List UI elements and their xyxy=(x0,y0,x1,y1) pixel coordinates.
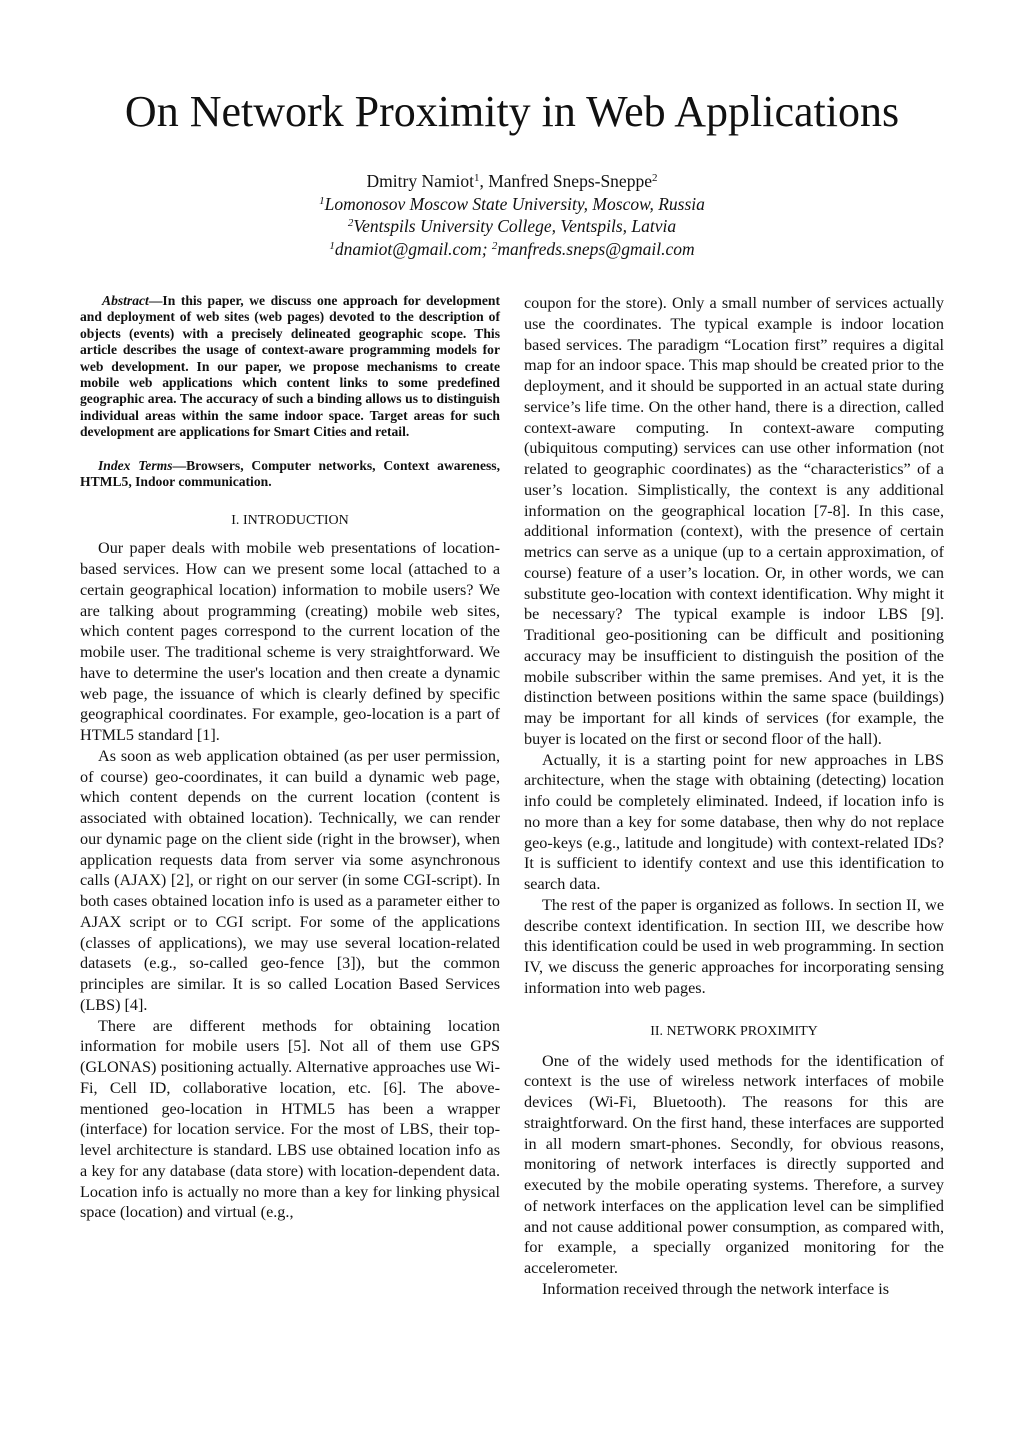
affiliation-1 xyxy=(0,193,1024,216)
affiliation-1-text: Lomonosov Moscow State University, Moscow, Russia xyxy=(324,193,705,214)
section-2-rest: ETWORK PROXIMITY xyxy=(676,1023,818,1039)
index-terms-dash: — xyxy=(172,457,187,473)
body-paragraph: Actually, it is a starting point for new approaches in LBS architecture, when the stage with obtaining (detecting) location info could be completely eliminated. Indeed, if location info is no more than a key for some database, then why do not replace geo-keys (e.g., latitude and longitude) with context-related IDs? It is sufficient to identify context and use this identification to search data. xyxy=(524,750,944,893)
section-1-initial: I xyxy=(242,513,248,529)
body-paragraph: There are different methods for obtaining location information for mobile users [5]. Not all of them use GPS (GLONAS) positioning actually. Alternative approaches use Wi-Fi, Cell ID, collaborative location, etc. [6]. The above-mentioned geo-location in HTML5 has been a wrapper (interface) for location service. For the most of LBS, their top-level architecture is standard. LBS use obtained location info as a key for any database (data store) with location-dependent data. Location info is actually no more than a key for linking physical space (location) and virtual (e.g., xyxy=(80,1016,500,1222)
author-names xyxy=(0,170,1024,193)
abstract-dash: — xyxy=(148,293,163,308)
abstract xyxy=(80,293,500,441)
author-sup-2: 2 xyxy=(651,172,658,184)
left-column xyxy=(80,293,500,1223)
index-terms xyxy=(80,458,500,491)
author-emails xyxy=(0,238,1024,261)
author-name-2: , Manfred Sneps-Sneppe xyxy=(479,171,652,191)
body-paragraph: coupon for the store). Only a small number of services actually use the coordinates. The typical example is indoor location based services. The paradigm “Location first” requires a digital map for an indoor space. This map should be created prior to the deployment, and it should be supported in an actual state during service’s life time. On the other hand, there is a direction, called context-aware computing. In context-aware computing (ubiquitous computing) services can use other information (not related to geographic coordinates) as the “characteristics” of a user’s location. Simplistically, the context is any additional information on the geographical location [7-8]. In this case, additional information (context), with the presence of certain metrics can serve as a unique (up to a certain approximation, of course) feature of a user’s location. Or, in other words, we can substitute geo-location with context identification. Why might it be necessary? The typical example is indoor LBS [9]. Traditional geo-positioning can be difficult and positioning accuracy may be insufficient to distinguish the position of the mobile subscriber within the same premises. And yet, it is the distinction between positions within the same space (buildings) may be important for all kinds of services (for example, the buyer is located on the first or second floor of the hall). xyxy=(524,294,944,748)
index-terms-label: Index Terms xyxy=(98,457,173,473)
affiliation-1-sup: 1 xyxy=(319,194,325,207)
section-2-number: II. xyxy=(650,1023,667,1039)
email-2: manfreds.sneps@gmail.com xyxy=(497,238,695,259)
section-1-rest: NTRODUCTION xyxy=(247,513,349,529)
section-2-initial: N xyxy=(666,1023,677,1039)
section-heading-introduction xyxy=(80,512,500,530)
email-2-sup: 2 xyxy=(491,239,498,252)
author-block xyxy=(0,170,1024,260)
author-sup-1: 1 xyxy=(473,172,480,184)
index-terms-text: Browsers, Computer networks, Context awareness, HTML5, Indoor communication. xyxy=(80,457,500,490)
paper-title: On Network Proximity in Web Applications xyxy=(124,87,900,136)
email-1-sup: 1 xyxy=(329,239,335,252)
body-paragraph: Information received through the network interface is xyxy=(542,1279,889,1298)
abstract-text: In this paper, we discuss one approach for development and deployment of web sites (web pages) devoted to the description of objects (events) with a precisely delineated geographic scope. This article describes the usage of context-aware programming models for web development. In our paper, we propose mechanisms to create mobile web applications which content links to some predefined geographic area. The accuracy of such a binding allows us to distinguish individual areas within the same indoor space. Target areas for such development are applications for Smart Cities and retail. xyxy=(80,293,500,440)
body-paragraph: The rest of the paper is organized as follows. In section II, we describe context identification. In section III, we describe how this identification could be used in web programming. In section IV, we discuss the generic approaches for incorporating sensing information into web pages. xyxy=(524,895,944,997)
affiliation-2-sup: 2 xyxy=(347,217,354,229)
abstract-label: Abstract xyxy=(102,293,149,308)
author-name-1: Dmitry Namiot xyxy=(366,171,474,191)
affiliation-2-text: Ventspils University College, Ventspils, Latvia xyxy=(353,216,677,236)
section-heading-network-proximity xyxy=(524,1023,944,1041)
body-paragraph: One of the widely used methods for the identification of context is the use of wireless network interfaces of mobile devices (Wi-Fi, Bluetooth). The reasons for this are straightforward. On the first hand, these interfaces are supported in all modern smart-phones. Secondly, for obvious reasons, monitoring of network interfaces is directly supported and executed by the mobile operating systems. Therefore, a survey of network interfaces on the application level can be simplified and not cause additional power consumption, as compared with, for example, a specially organized monitoring for the accelerometer. xyxy=(524,1051,944,1277)
section-1-number: I. xyxy=(231,513,243,529)
body-paragraph: Our paper deals with mobile web presentations of location-based services. How can we present some local (attached to a certain geographical location) information to mobile users? We are talking about programming (creating) mobile web sites, which content pages correspond to the current location of the mobile user. The traditional scheme is very straightforward. We have to determine the user's location and then create a dynamic web page, the issuance of which is clearly defined by specific geographical coordinates. For example, geo-location is a part of HTML5 standard [1]. xyxy=(80,539,500,745)
email-1: dnamiot@gmail.com; xyxy=(334,238,492,259)
body-paragraph: As soon as web application obtained (as per user permission, of course) geo-coordinates, it can build a dynamic web page, which content depends on the current location (content is associated with obtained location). Technically, we can render our dynamic page on the client side (right in the browser), when application requests data from server via some asynchronous calls (AJAX) [2], or right on our server (in some CGI-script). In both cases obtained location info is used as a parameter either to AJAX script or to CGI script. For some of the applications (classes of applications), we may use several location-related datasets (e.g., so-called geo-fence [3]), but the common principles are similar. It is so called Location Based Services (LBS) [4]. xyxy=(80,746,500,1014)
right-column xyxy=(524,293,944,1300)
affiliation-2 xyxy=(0,215,1024,238)
